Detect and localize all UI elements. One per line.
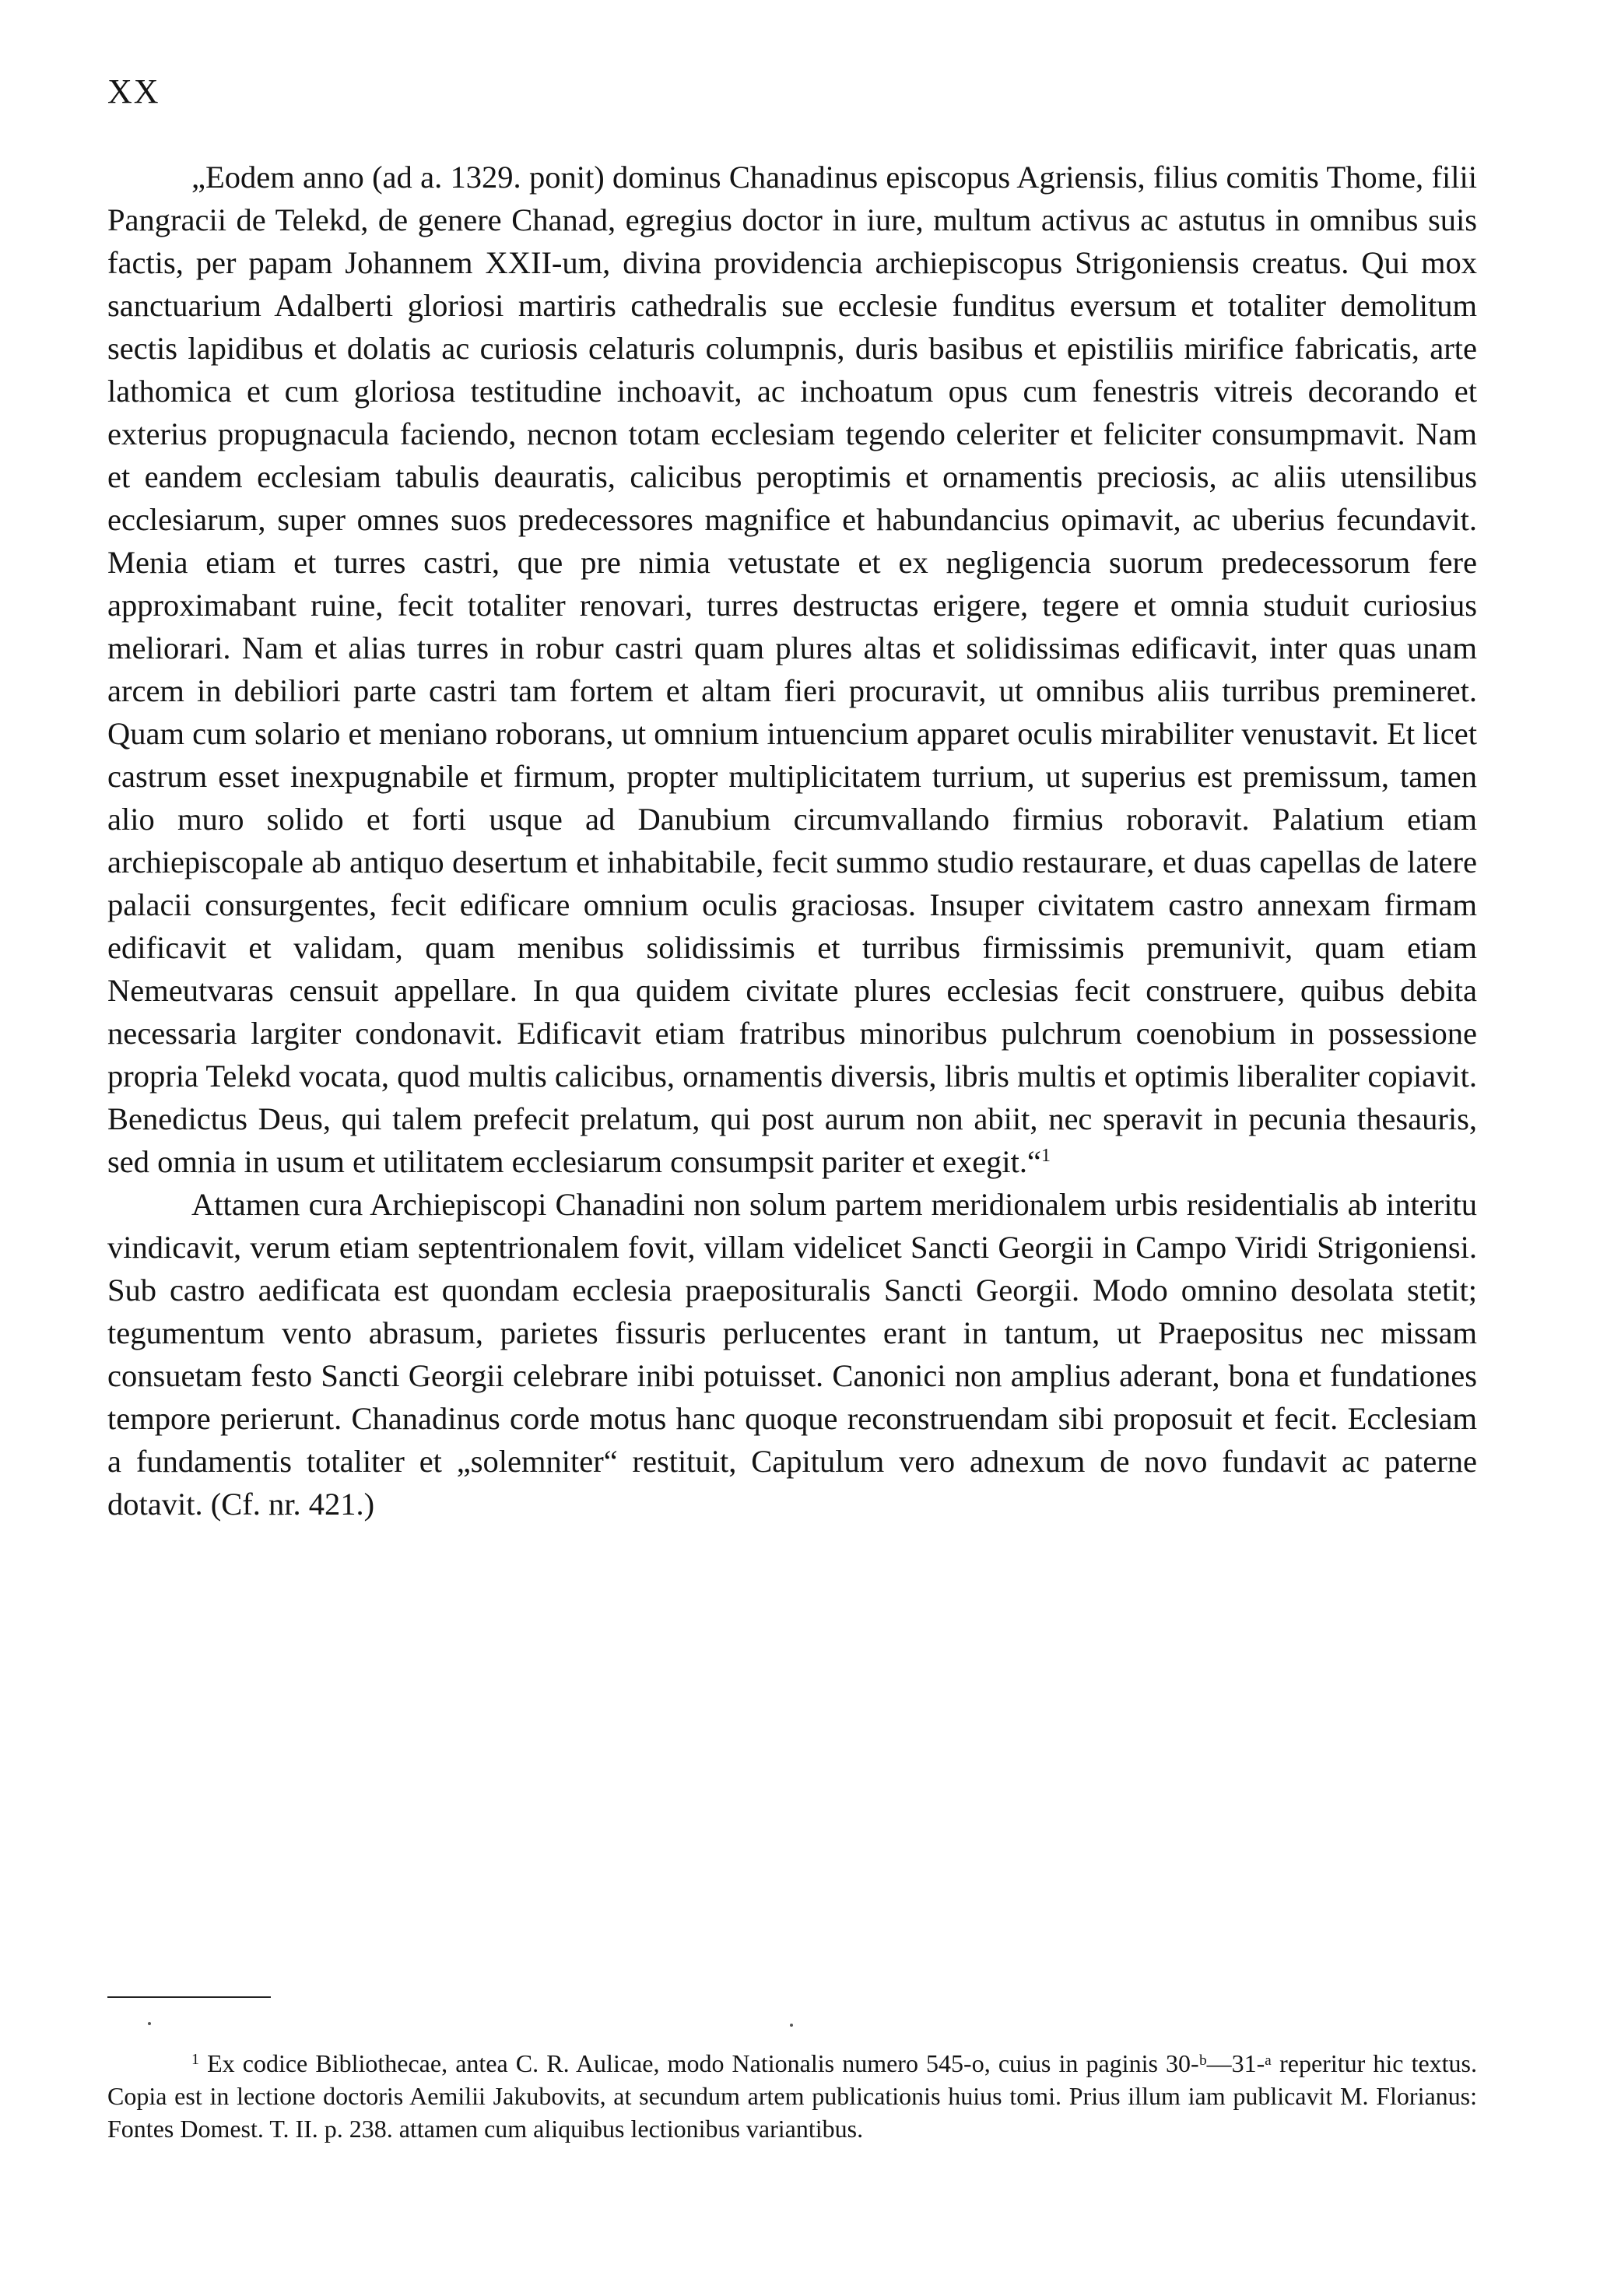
paragraph-chronicle-quote [107,156,1477,1183]
paragraph-text: Attamen cura Archiepiscopi Chanadini non solum partem meridionalem urbis residentialis ab interitu vindicavit, verum etiam septentrionalem fovit, villam videlicet Sancti Georgii in Campo Viridi Strigoniensi. Sub castro aedificata est quondam ecclesia praeposituralis Sancti Georgii. Modo omnino desolata stetit; tegumentum vento abrasum, parietes fissuris perlucentes erant in tantum, ut Praepositus nec missam consuetam festo Sancti Georgii celebrare inibi potuisset. Canonici non amplius aderant, bona et fundationes tempore perierunt. Chanadinus corde motus hanc quoque reconstruendam sibi proposuit et fecit. Ecclesiam a fundamentis totaliter et „solemniter“ restituit, Capitulum vero adnexum de novo fundavit ac paterne dotavit. (Cf. nr. 421.) [107,1187,1477,1522]
scan-speck [148,2022,151,2025]
paragraph-commentary [107,1183,1477,1525]
page-number: XX [107,72,160,111]
footnote-text: Ex codice Bibliothecae, antea C. R. Aulicae, modo Nationalis numero 545-o, cuius in paginis 30-ᵇ—31-ᵃ reperitur hic textus. Copia est in lectione doctoris Aemilii Jakubovits, at secundum artem publicationis huius tomi. Prius illum iam publicavit M. Florianus: Fontes Domest. T. II. p. 238. attamen cum aliquibus lectionibus variantibus. [107,2049,1478,2143]
paragraph-text: „Eodem anno (ad a. 1329. ponit) dominus Chanadinus episcopus Agriensis, filius comitis Thome, filii Pangracii de Telekd, de genere Chanad, egregius doctor in iure, multum activus ac astutus in omnibus suis factis, per papam Johannem XXII-um, divina providencia archiepiscopus Strigoniensis creatus. Qui mox sanctuarium Adalberti gloriosi martiris cathedralis sue ecclesie funditus eversum et totaliter demolitum sectis lapidibus et dolatis ac curiosis celaturis columpnis, duris basibus et epistiliis mirifice fabricatis, arte lathomica et cum gloriosa testitudine inchoavit, ac inchoatum opus cum fenestris vitreis decorando et exterius propugnacula faciendo, necnon totam ecclesiam tegendo celeriter et feliciter consumpmavit. Nam et eandem ecclesiam tabulis deauratis, calicibus peroptimis et ornamentis preciosis, ac aliis utensilibus ecclesiarum, super omnes suos predecessores magnifice et habundancius opimavit, ac uberius fecundavit. Menia etiam et turres castri, que pre nimia vetustate et ex negligencia suorum predecessorum fere approximabant ruine, fecit totaliter renovari, turres destructas erigere, tegere et omnia studuit curiosius meliorari. Nam et alias turres in robur castri quam plures altas et solidissimas edificavit, inter quas unam arcem in debiliori parte castri tam fortem et altam fieri procuravit, ut omnibus aliis turribus premineret. Quam cum solario et meniano roborans, ut omnium intuencium apparet oculis mirabiliter venustavit. Et licet castrum esset inexpugnabile et firmum, propter multiplicitatem turrium, ut superius est premissum, tamen alio muro solido et forti usque ad Danubium circumvallando firmius roboravit. Palatium etiam archiepiscopale ab antiquo desertum et inhabitabile, fecit summo studio restaurare, et duas capellas de latere palacii consurgentes, fecit edificare omnium oculis graciosas. Insuper civitatem castro annexam firmam edificavit et validam, quam menibus solidissimis et turribus firmissimis premunivit, quam etiam Nemeutvaras censuit appellare. In qua quidem civitate plures ecclesias fecit construere, quibus debita necessaria largiter condonavit. Edificavit etiam fratribus minoribus pulchrum coenobium in possessione propria Telekd vocata, quod multis calicibus, ornamentis diversis, libris multis et optimis liberaliter copiavit. Benedictus Deus, qui talem prefecit prelatum, qui post aurum non abiit, nec speravit in pecunia thesauris, sed omnia in usum et utilitatem ecclesiarum consumpsit pariter et exegit.“ [107,160,1477,1179]
footnote [107,2047,1477,2145]
footnote-number: 1 [191,2051,199,2068]
scan-speck [790,2024,793,2027]
footnote-divider [107,1996,271,1998]
footnote-reference: 1 [1041,1146,1051,1166]
main-text [107,156,1477,1525]
